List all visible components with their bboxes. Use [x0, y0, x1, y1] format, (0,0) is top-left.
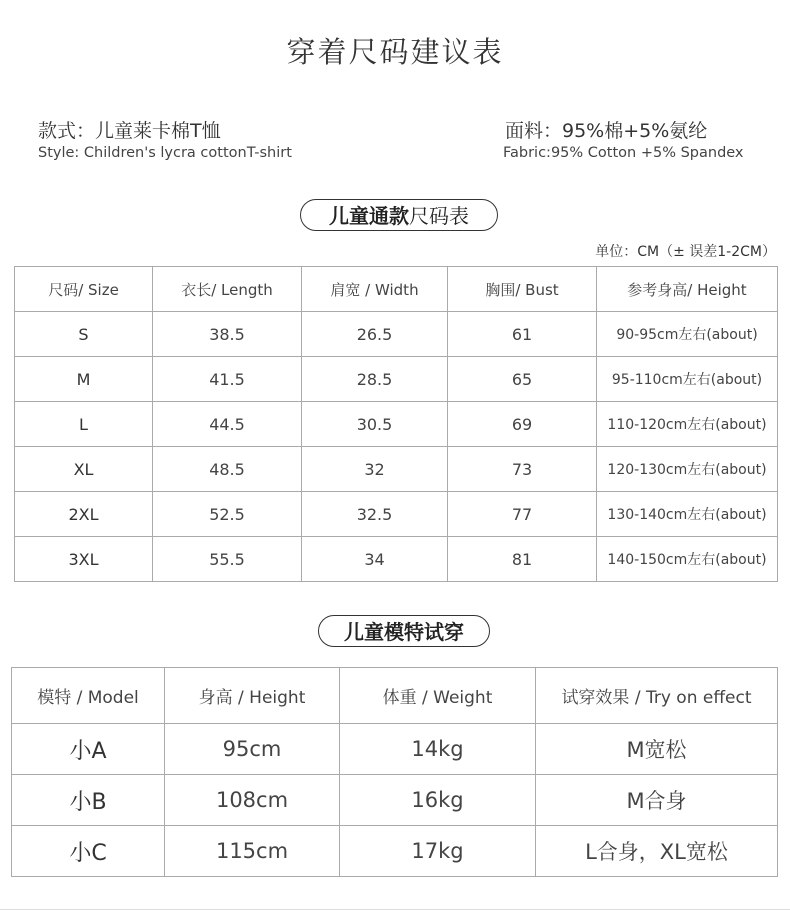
unit-note: 单位：CM（± 误差1-2CM）	[595, 244, 776, 260]
size-section-title-rest: 尺码表	[409, 204, 469, 228]
cell-length: 52.5	[153, 492, 302, 537]
model-section-title-text: 儿童模特试穿	[344, 620, 464, 644]
cell-model: 小A	[12, 724, 165, 775]
cell-length: 41.5	[153, 357, 302, 402]
header-model-height: 身高 / Height	[165, 668, 340, 724]
header-bust: 胸围/ Bust	[448, 267, 597, 312]
cell-size: M	[15, 357, 153, 402]
cell-width: 30.5	[302, 402, 448, 447]
size-section-title-bold: 儿童通款	[329, 204, 409, 228]
table-row	[12, 775, 778, 826]
page-title: 穿着尺码建议表	[286, 35, 504, 69]
fabric-label-en: Fabric:95% Cotton +5% Spandex	[503, 145, 744, 161]
cell-height: 120-130cm左右(about)	[597, 447, 778, 492]
table-row	[12, 724, 778, 775]
cell-model-height: 108cm	[165, 775, 340, 826]
cell-bust: 73	[448, 447, 597, 492]
cell-model-height: 95cm	[165, 724, 340, 775]
cell-height: 90-95cm左右(about)	[597, 312, 778, 357]
size-section-title	[300, 199, 498, 231]
cell-size: S	[15, 312, 153, 357]
table-row	[15, 312, 778, 357]
cell-height: 140-150cm左右(about)	[597, 537, 778, 582]
header-height: 参考身高/ Height	[597, 267, 778, 312]
cell-size: 2XL	[15, 492, 153, 537]
cell-height: 95-110cm左右(about)	[597, 357, 778, 402]
cell-width: 32	[302, 447, 448, 492]
cell-width: 32.5	[302, 492, 448, 537]
model-table	[11, 667, 778, 877]
cell-try-on-effect: L合身，XL宽松	[536, 826, 778, 877]
header-length: 衣长/ Length	[153, 267, 302, 312]
size-table	[14, 266, 778, 582]
cell-width: 34	[302, 537, 448, 582]
size-table-header	[15, 267, 778, 312]
cell-size: 3XL	[15, 537, 153, 582]
header-model-weight: 体重 / Weight	[340, 668, 536, 724]
cell-model-height: 115cm	[165, 826, 340, 877]
cell-bust: 81	[448, 537, 597, 582]
header-model: 模特 / Model	[12, 668, 165, 724]
cell-width: 28.5	[302, 357, 448, 402]
cell-bust: 61	[448, 312, 597, 357]
cell-bust: 65	[448, 357, 597, 402]
cell-length: 55.5	[153, 537, 302, 582]
header-try-on-effect: 试穿效果 / Try on effect	[536, 668, 778, 724]
table-row	[12, 826, 778, 877]
cell-try-on-effect: M宽松	[536, 724, 778, 775]
table-row	[15, 537, 778, 582]
style-label-en: Style: Children's lycra cottonT-shirt	[38, 145, 292, 161]
model-table-header	[12, 668, 778, 724]
table-row	[15, 492, 778, 537]
table-row	[15, 447, 778, 492]
cell-height: 110-120cm左右(about)	[597, 402, 778, 447]
cell-length: 48.5	[153, 447, 302, 492]
cell-bust: 69	[448, 402, 597, 447]
cell-width: 26.5	[302, 312, 448, 357]
cell-model-weight: 17kg	[340, 826, 536, 877]
fabric-label-zh: 面料：95%棉+5%氨纶	[505, 120, 708, 142]
cell-length: 38.5	[153, 312, 302, 357]
cell-model-weight: 16kg	[340, 775, 536, 826]
style-label-zh: 款式：儿童莱卡棉T恤	[38, 120, 221, 142]
cell-model: 小B	[12, 775, 165, 826]
bottom-divider	[0, 909, 790, 910]
cell-height: 130-140cm左右(about)	[597, 492, 778, 537]
model-section-title	[318, 615, 490, 647]
cell-size: L	[15, 402, 153, 447]
table-row	[15, 402, 778, 447]
cell-try-on-effect: M合身	[536, 775, 778, 826]
cell-model: 小C	[12, 826, 165, 877]
cell-model-weight: 14kg	[340, 724, 536, 775]
header-width: 肩宽 / Width	[302, 267, 448, 312]
cell-bust: 77	[448, 492, 597, 537]
table-row	[15, 357, 778, 402]
cell-length: 44.5	[153, 402, 302, 447]
cell-size: XL	[15, 447, 153, 492]
header-size: 尺码/ Size	[15, 267, 153, 312]
